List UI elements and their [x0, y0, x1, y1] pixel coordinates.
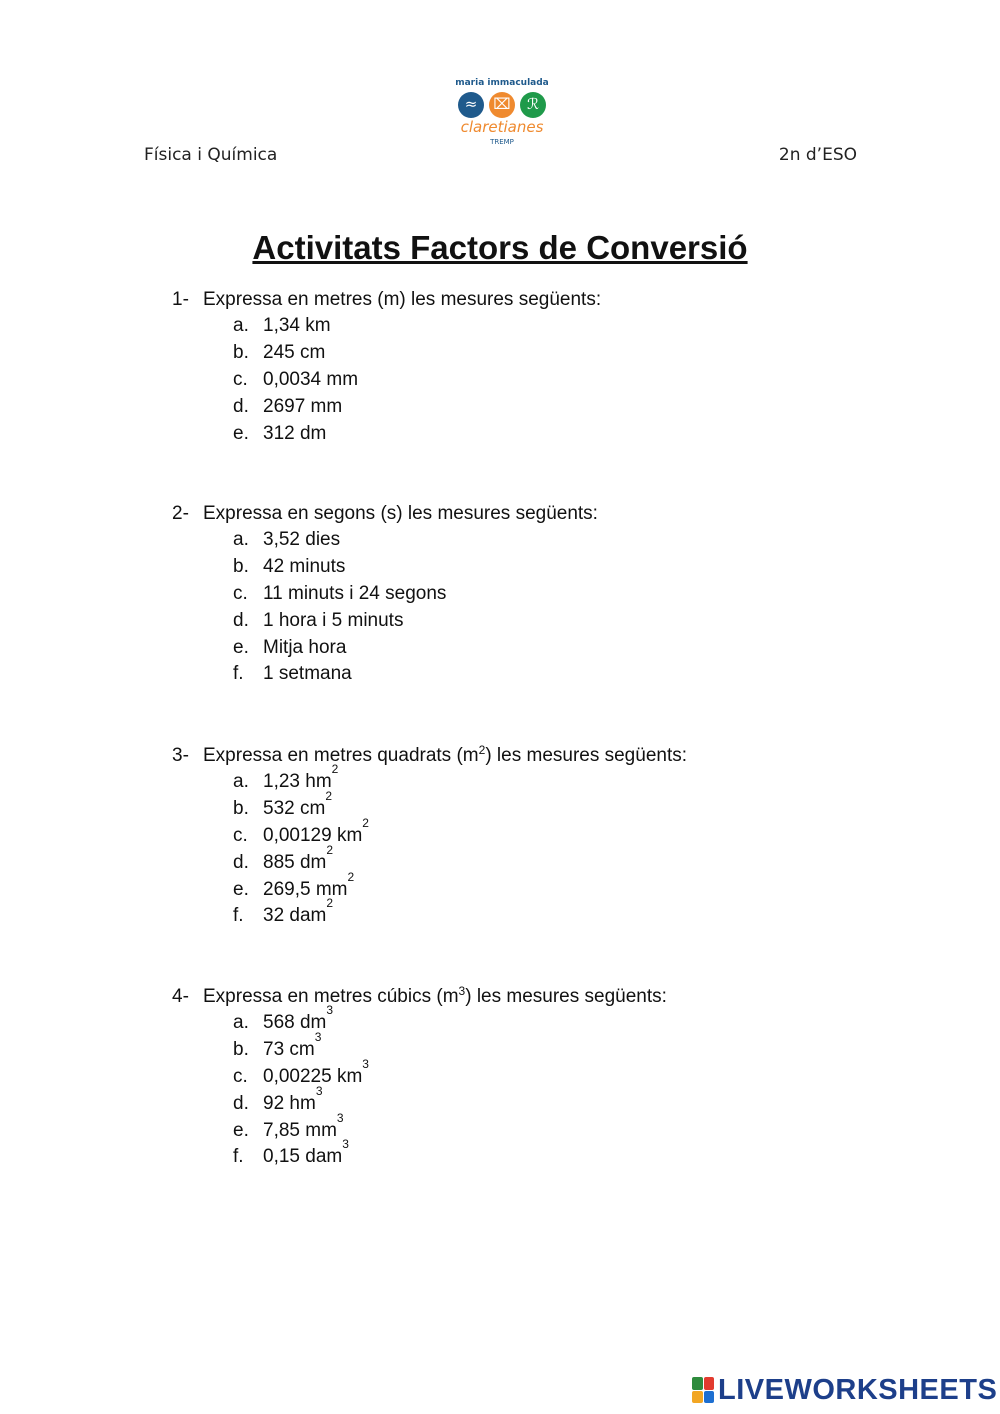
- exercise-2: [172, 500, 872, 688]
- logo-top-text: maria immaculada: [455, 78, 549, 88]
- list-item: c. 11 minuts i 24 segons: [233, 582, 447, 604]
- page-title: Activitats Factors de Conversió: [252, 229, 748, 266]
- exercise-1-question: [172, 286, 872, 313]
- question-text: Expressa en metres quadrats $(m^2)$ les mesures següents:: [203, 743, 688, 766]
- question-text: Expressa en metres (m) les mesures següents:: [203, 289, 602, 310]
- list-item: a. 1,34 km: [233, 315, 331, 336]
- exercise-number: 2-: [172, 503, 189, 524]
- list-item: a. 568 dm 3: [233, 1003, 334, 1033]
- logo-circles: [458, 92, 546, 118]
- logo-square-blue: [704, 1391, 715, 1404]
- exercise-2-question: [172, 500, 872, 527]
- logo-square-yellow: [692, 1391, 703, 1404]
- list-item: d. 885 dm 2: [233, 842, 334, 873]
- list-item: e. 312 dm: [233, 422, 327, 444]
- exercise-1-items: [172, 313, 872, 447]
- exercise-3: [172, 742, 872, 930]
- brand-name: LIVEWORKSHEETS: [718, 1373, 998, 1406]
- liveworksheets-brand: [692, 1373, 998, 1406]
- exercise-2-items: [172, 527, 872, 688]
- header-course: 2n d’ESO: [778, 145, 857, 165]
- liveworksheets-logo-icon: [692, 1377, 714, 1403]
- list-item: f. 0,15 dam 3: [233, 1137, 349, 1168]
- list-item: e. Mitja hora: [233, 636, 347, 658]
- list-item: c. 0,0034 mm: [233, 368, 359, 390]
- list-item: e. 7,85 mm 3: [233, 1110, 344, 1141]
- list-item: b. 532 cm 2: [233, 788, 332, 819]
- exercise-4: [172, 983, 872, 1171]
- list-item: d. 2697 mm: [233, 395, 343, 417]
- school-logo: [452, 78, 552, 150]
- list-item: d. 1 hora i 5 minuts: [233, 609, 404, 631]
- list-item: f. 1 setmana: [233, 663, 352, 685]
- list-item: b. 245 cm: [233, 341, 326, 363]
- exercise-number: 3-: [172, 745, 189, 766]
- question-text: Expressa en segons (s) les mesures següents:: [203, 503, 598, 524]
- header-subject: Física i Química: [144, 145, 278, 165]
- list-item: c. 0,00129 km 2: [233, 815, 369, 846]
- logo-square-red: [704, 1377, 715, 1390]
- exercise-4-items: [172, 1003, 872, 1171]
- list-item: f. 32 dam 2: [233, 896, 334, 927]
- exercise-number: 4-: [172, 986, 189, 1007]
- question-text: Expressa en metres cúbics $(m^3)$ les mesures següents:: [203, 984, 667, 1007]
- exercise-1: [172, 286, 872, 447]
- exercise-3-items: [172, 762, 872, 930]
- list-item: d. 92 hm 3: [233, 1083, 323, 1114]
- logo-leaf-icon: ⌧: [489, 92, 515, 118]
- logo-place: TREMP: [490, 138, 514, 146]
- list-item: c. 0,00225 km 3: [233, 1056, 369, 1087]
- list-item: b. 73 cm 3: [233, 1029, 322, 1060]
- list-item: a. 1,23 hm 2: [233, 762, 339, 792]
- logo-square-green: [692, 1377, 703, 1390]
- exercise-number: 1-: [172, 289, 189, 310]
- exercise-4-question: [172, 983, 872, 1010]
- logo-name: claretianes: [460, 118, 544, 136]
- logo-book-icon: ≈: [458, 92, 484, 118]
- list-item: a. 3,52 dies: [233, 529, 341, 550]
- logo-r-icon: ℛ: [520, 92, 546, 118]
- list-item: b. 42 minuts: [233, 555, 346, 577]
- list-item: e. 269,5 mm 2: [233, 869, 355, 900]
- exercise-3-question: [172, 742, 872, 769]
